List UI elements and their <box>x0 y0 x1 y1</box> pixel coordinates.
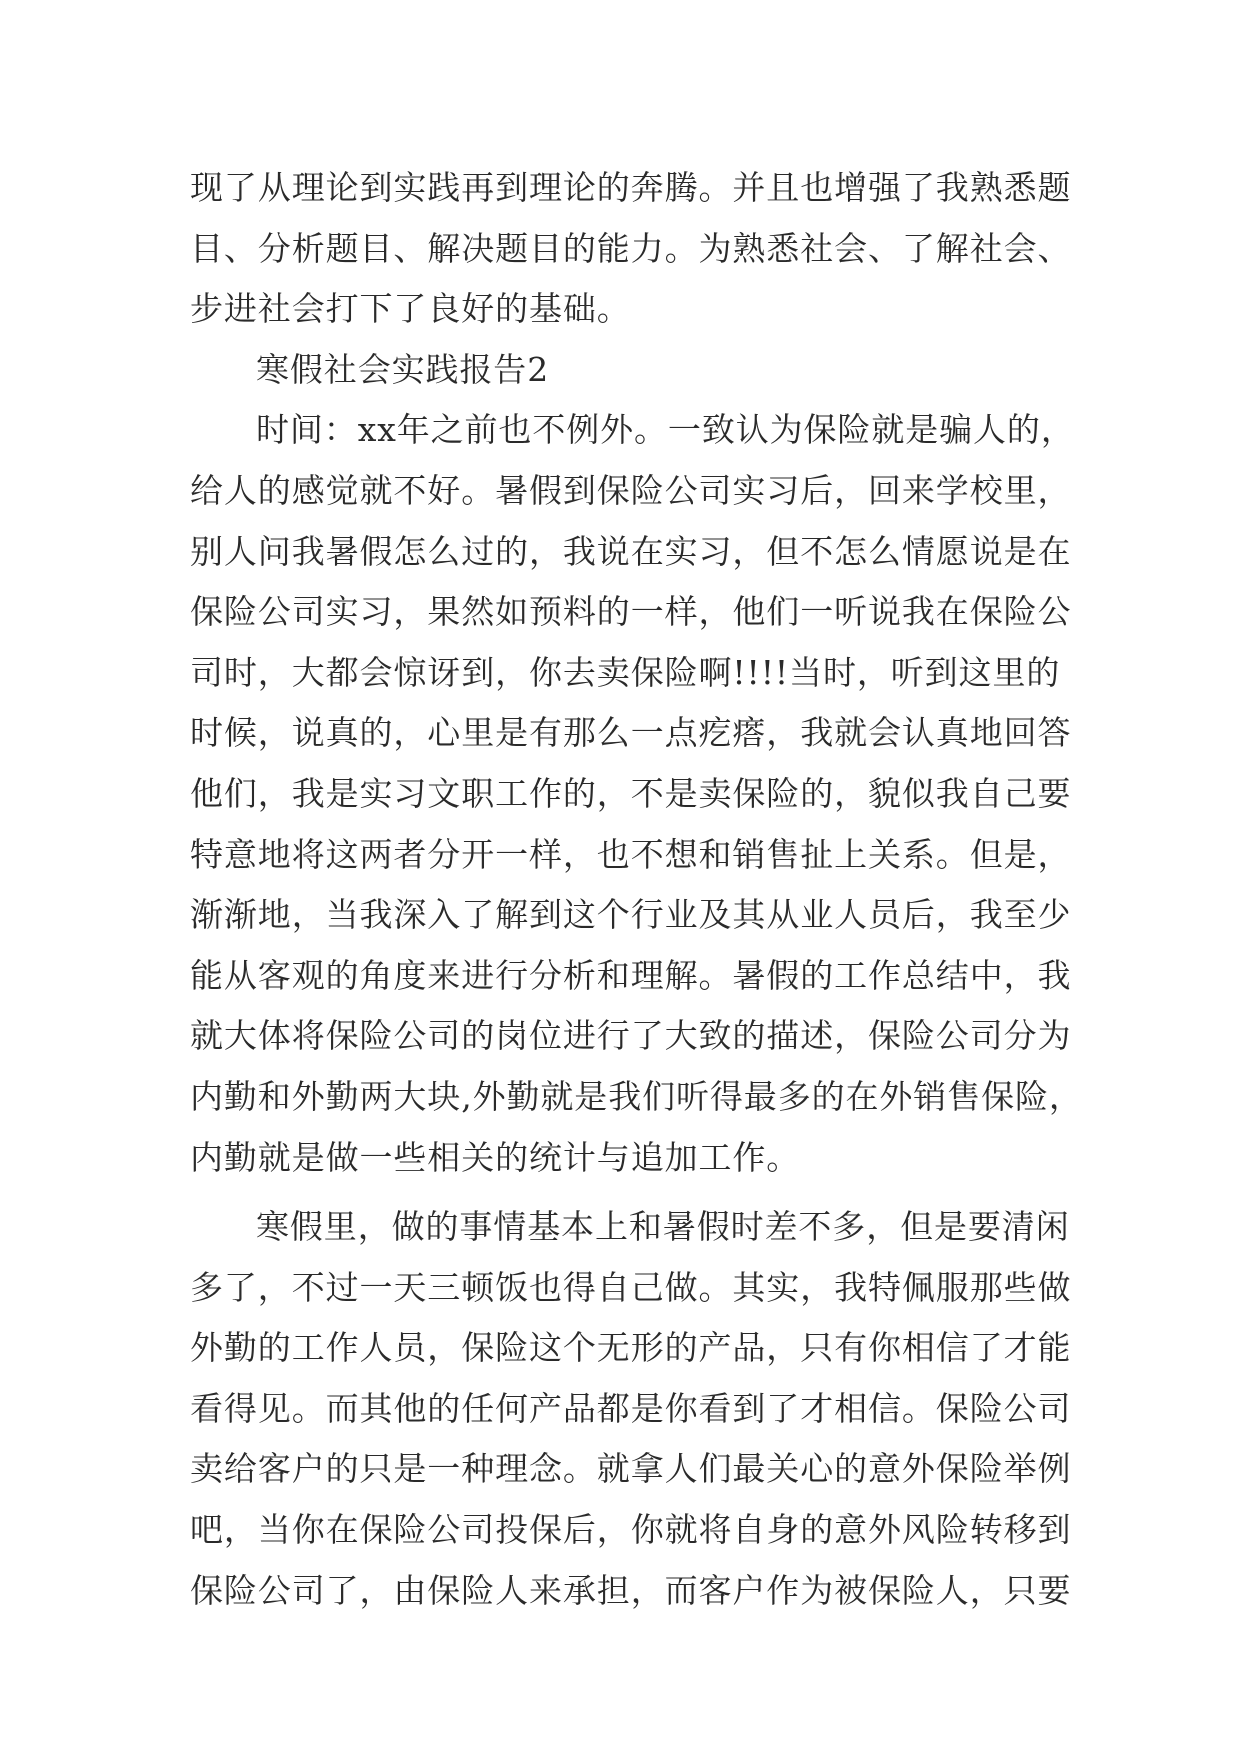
section-heading: 寒假社会实践报告2 <box>256 349 550 389</box>
paragraph-start-line: 时间：xx年之前也不例外。一致认为保险就是骗人的， <box>256 410 1075 450</box>
text-line: 多了，不过一天三顿饭也得自己做。其实，我特佩服那些做 <box>190 1267 1072 1307</box>
text-line: 现了从理论到实践再到理论的奔腾。并且也增强了我熟悉题 <box>190 168 1072 207</box>
text-line: 保险公司了，由保险人来承担，而客户作为被保险人，只要 <box>190 1570 1072 1610</box>
text-line: 吧，当你在保险公司投保后，你就将自身的意外风险转移到 <box>190 1510 1072 1550</box>
document-body <box>190 158 1083 1621</box>
text-line: 就大体将保险公司的岗位进行了大致的描述，保险公司分为 <box>190 1016 1072 1056</box>
text-line: 他们，我是实习文职工作的，不是卖保险的，貌似我自己要 <box>190 773 1072 813</box>
text-line: 外勤的工作人员，保险这个无形的产品，只有你相信了才能 <box>190 1328 1072 1368</box>
text-line: 时候，说真的，心里是有那么一点疙瘩，我就会认真地回答 <box>190 713 1072 753</box>
text-line: 内勤和外勤两大块,外勤就是我们听得最多的在外销售保险， <box>190 1076 1083 1116</box>
text-line: 保险公司实习，果然如预料的一样，他们一听说我在保险公 <box>190 592 1072 632</box>
text-line: 能从客观的角度来进行分析和理解。暑假的工作总结中，我 <box>190 955 1072 995</box>
text-line: 看得见。而其他的任何产品都是你看到了才相信。保险公司 <box>190 1388 1072 1428</box>
text-line: 目、分析题目、解决题目的能力。为熟悉社会、了解社会、 <box>190 228 1072 268</box>
text-line: 卖给客户的只是一种理念。就拿人们最关心的意外保险举例 <box>190 1449 1072 1489</box>
text-line: 给人的感觉就不好。暑假到保险公司实习后，回来学校里， <box>190 470 1072 510</box>
text-line: 内勤就是做一些相关的统计与追加工作。 <box>190 1137 801 1177</box>
text-line: 渐渐地，当我深入了解到这个行业及其从业人员后，我至少 <box>190 895 1072 935</box>
text-line: 步进社会打下了良好的基础。 <box>190 289 631 329</box>
text-line: 特意地将这两者分开一样，也不想和销售扯上关系。但是， <box>190 834 1072 874</box>
text-line: 别人问我暑假怎么过的，我说在实习，但不怎么情愿说是在 <box>190 531 1072 571</box>
paragraph-start-line: 寒假里，做的事情基本上和暑假时差不多，但是要清闲 <box>256 1207 1070 1247</box>
text-line: 司时，大都会惊讶到，你去卖保险啊!!!!当时，听到这里的 <box>190 652 1061 692</box>
